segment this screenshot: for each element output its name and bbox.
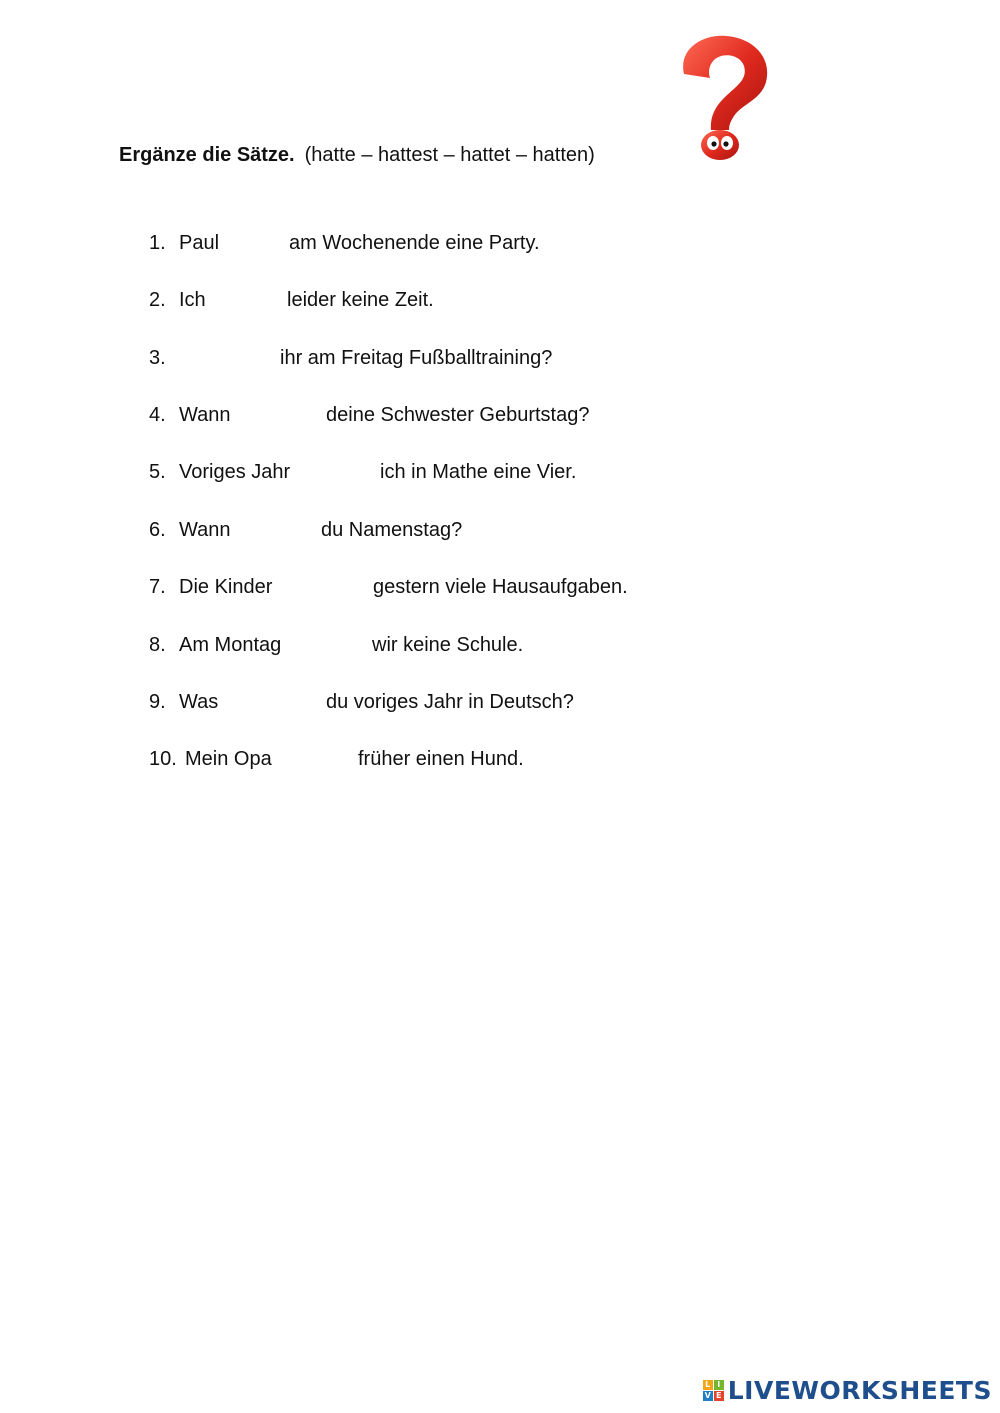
item-text-after: gestern viele Hausaufgaben. xyxy=(373,576,628,598)
item-text-after: ihr am Freitag Fußballtraining? xyxy=(280,347,553,369)
item-text-before: Mein Opa xyxy=(185,748,272,770)
item-number: 5. xyxy=(149,461,166,483)
logo-mark-letter: L xyxy=(703,1380,713,1390)
item-number: 10. xyxy=(149,748,177,770)
item-text-before: Paul xyxy=(179,232,220,254)
item-text-after: am Wochenende eine Party. xyxy=(289,232,540,254)
item-number: 2. xyxy=(149,289,166,311)
item-number: 4. xyxy=(149,404,166,426)
instruction-line xyxy=(119,142,595,168)
item-text-before: Wann xyxy=(179,519,231,541)
word-bank: (hatte – hattest – hattet – hatten) xyxy=(304,144,595,166)
item-number: 1. xyxy=(149,232,166,254)
item-text-after: deine Schwester Geburtstag? xyxy=(326,404,590,426)
item-text-after: ich in Mathe eine Vier. xyxy=(380,461,577,483)
item-text-after: früher einen Hund. xyxy=(358,748,524,770)
item-text-after: du voriges Jahr in Deutsch? xyxy=(326,691,574,713)
logo-mark-icon xyxy=(703,1380,724,1401)
item-text-before: Am Montag xyxy=(179,634,282,656)
item-number: 6. xyxy=(149,519,166,541)
question-mark-icon xyxy=(664,30,776,166)
logo-mark-letter: I xyxy=(714,1380,724,1390)
item-number: 8. xyxy=(149,634,166,656)
logo-mark-letter: V xyxy=(704,1390,711,1400)
instruction-title: Ergänze die Sätze. xyxy=(119,144,295,166)
item-text-after: du Namenstag? xyxy=(321,519,463,541)
item-text-before: Voriges Jahr xyxy=(179,461,291,483)
logo-text: LIVEWORKSHEETS xyxy=(727,1375,992,1405)
item-text-after: wir keine Schule. xyxy=(372,634,524,656)
item-number: 7. xyxy=(149,576,166,598)
item-text-before: Die Kinder xyxy=(179,576,273,598)
item-number: 9. xyxy=(149,691,166,713)
item-text-before: Wann xyxy=(179,404,231,426)
item-text-before: Ich xyxy=(179,289,206,311)
item-number: 3. xyxy=(149,347,166,369)
item-text-before: Was xyxy=(179,691,219,713)
liveworksheets-logo xyxy=(703,1375,992,1405)
item-text-after: leider keine Zeit. xyxy=(287,289,434,311)
logo-mark-letter: E xyxy=(714,1391,724,1401)
